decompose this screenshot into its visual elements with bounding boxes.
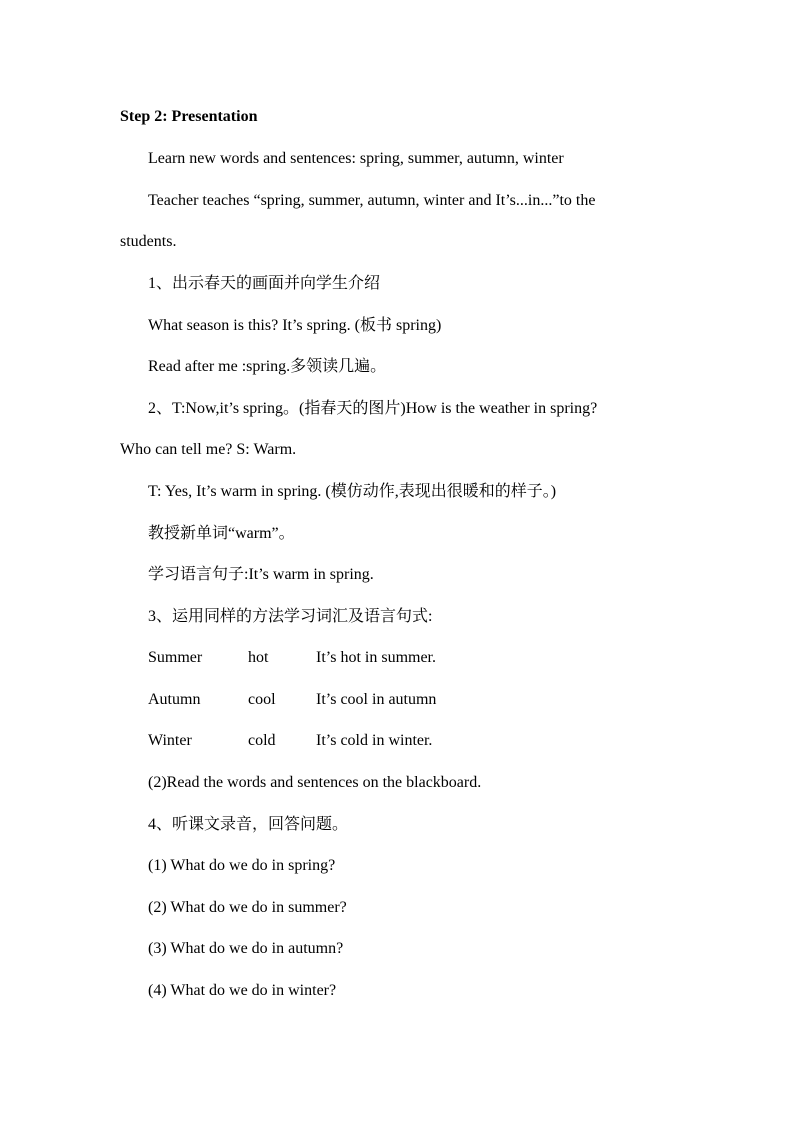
vocab-adjective: hot — [248, 649, 269, 666]
question-item: (4) What do we do in winter? — [148, 982, 337, 999]
vocab-word: Winter — [148, 732, 192, 749]
paragraph-line: Teacher teaches “spring, summer, autumn, winter and It’s...in...”to the — [148, 192, 596, 209]
question-item: (3) What do we do in autumn? — [148, 940, 344, 957]
vocab-adjective: cool — [248, 691, 276, 708]
paragraph-line: 2、T:Now,it’s spring。(指春天的图片)How is the weather in spring? — [148, 400, 598, 417]
paragraph-line: 3、运用同样的方法学习词汇及语言句式: — [148, 608, 433, 625]
question-item: (1) What do we do in spring? — [148, 857, 336, 874]
vocab-adjective: cold — [248, 732, 276, 749]
paragraph-line: 1、出示春天的画面并向学生介绍 — [148, 275, 381, 292]
vocab-word: Autumn — [148, 691, 201, 708]
vocab-word: Summer — [148, 649, 203, 666]
paragraph-line: 学习语言句子:It’s warm in spring. — [148, 566, 374, 583]
paragraph-line: 教授新单词“warm”。 — [148, 525, 295, 542]
paragraph-line: (2)Read the words and sentences on the blackboard. — [148, 774, 482, 791]
vocab-sentence: It’s cold in winter. — [316, 732, 433, 749]
paragraph-line: Who can tell me? S: Warm. — [120, 441, 297, 458]
paragraph-line: students. — [120, 233, 177, 250]
paragraph-line: T: Yes, It’s warm in spring. (模仿动作,表现出很暖和的样子。) — [148, 483, 557, 500]
vocab-sentence: It’s hot in summer. — [316, 649, 436, 666]
paragraph-line: What season is this? It’s spring. (板书 spring) — [148, 317, 442, 334]
paragraph-line: 4、听课文录音，回答问题。 — [148, 816, 349, 833]
paragraph-line: Learn new words and sentences: spring, summer, autumn, winter — [148, 150, 564, 167]
section-heading: Step 2: Presentation — [120, 108, 258, 125]
question-item: (2) What do we do in summer? — [148, 899, 347, 916]
vocab-sentence: It’s cool in autumn — [316, 691, 437, 708]
paragraph-line: Read after me :spring.多领读几遍。 — [148, 358, 387, 375]
